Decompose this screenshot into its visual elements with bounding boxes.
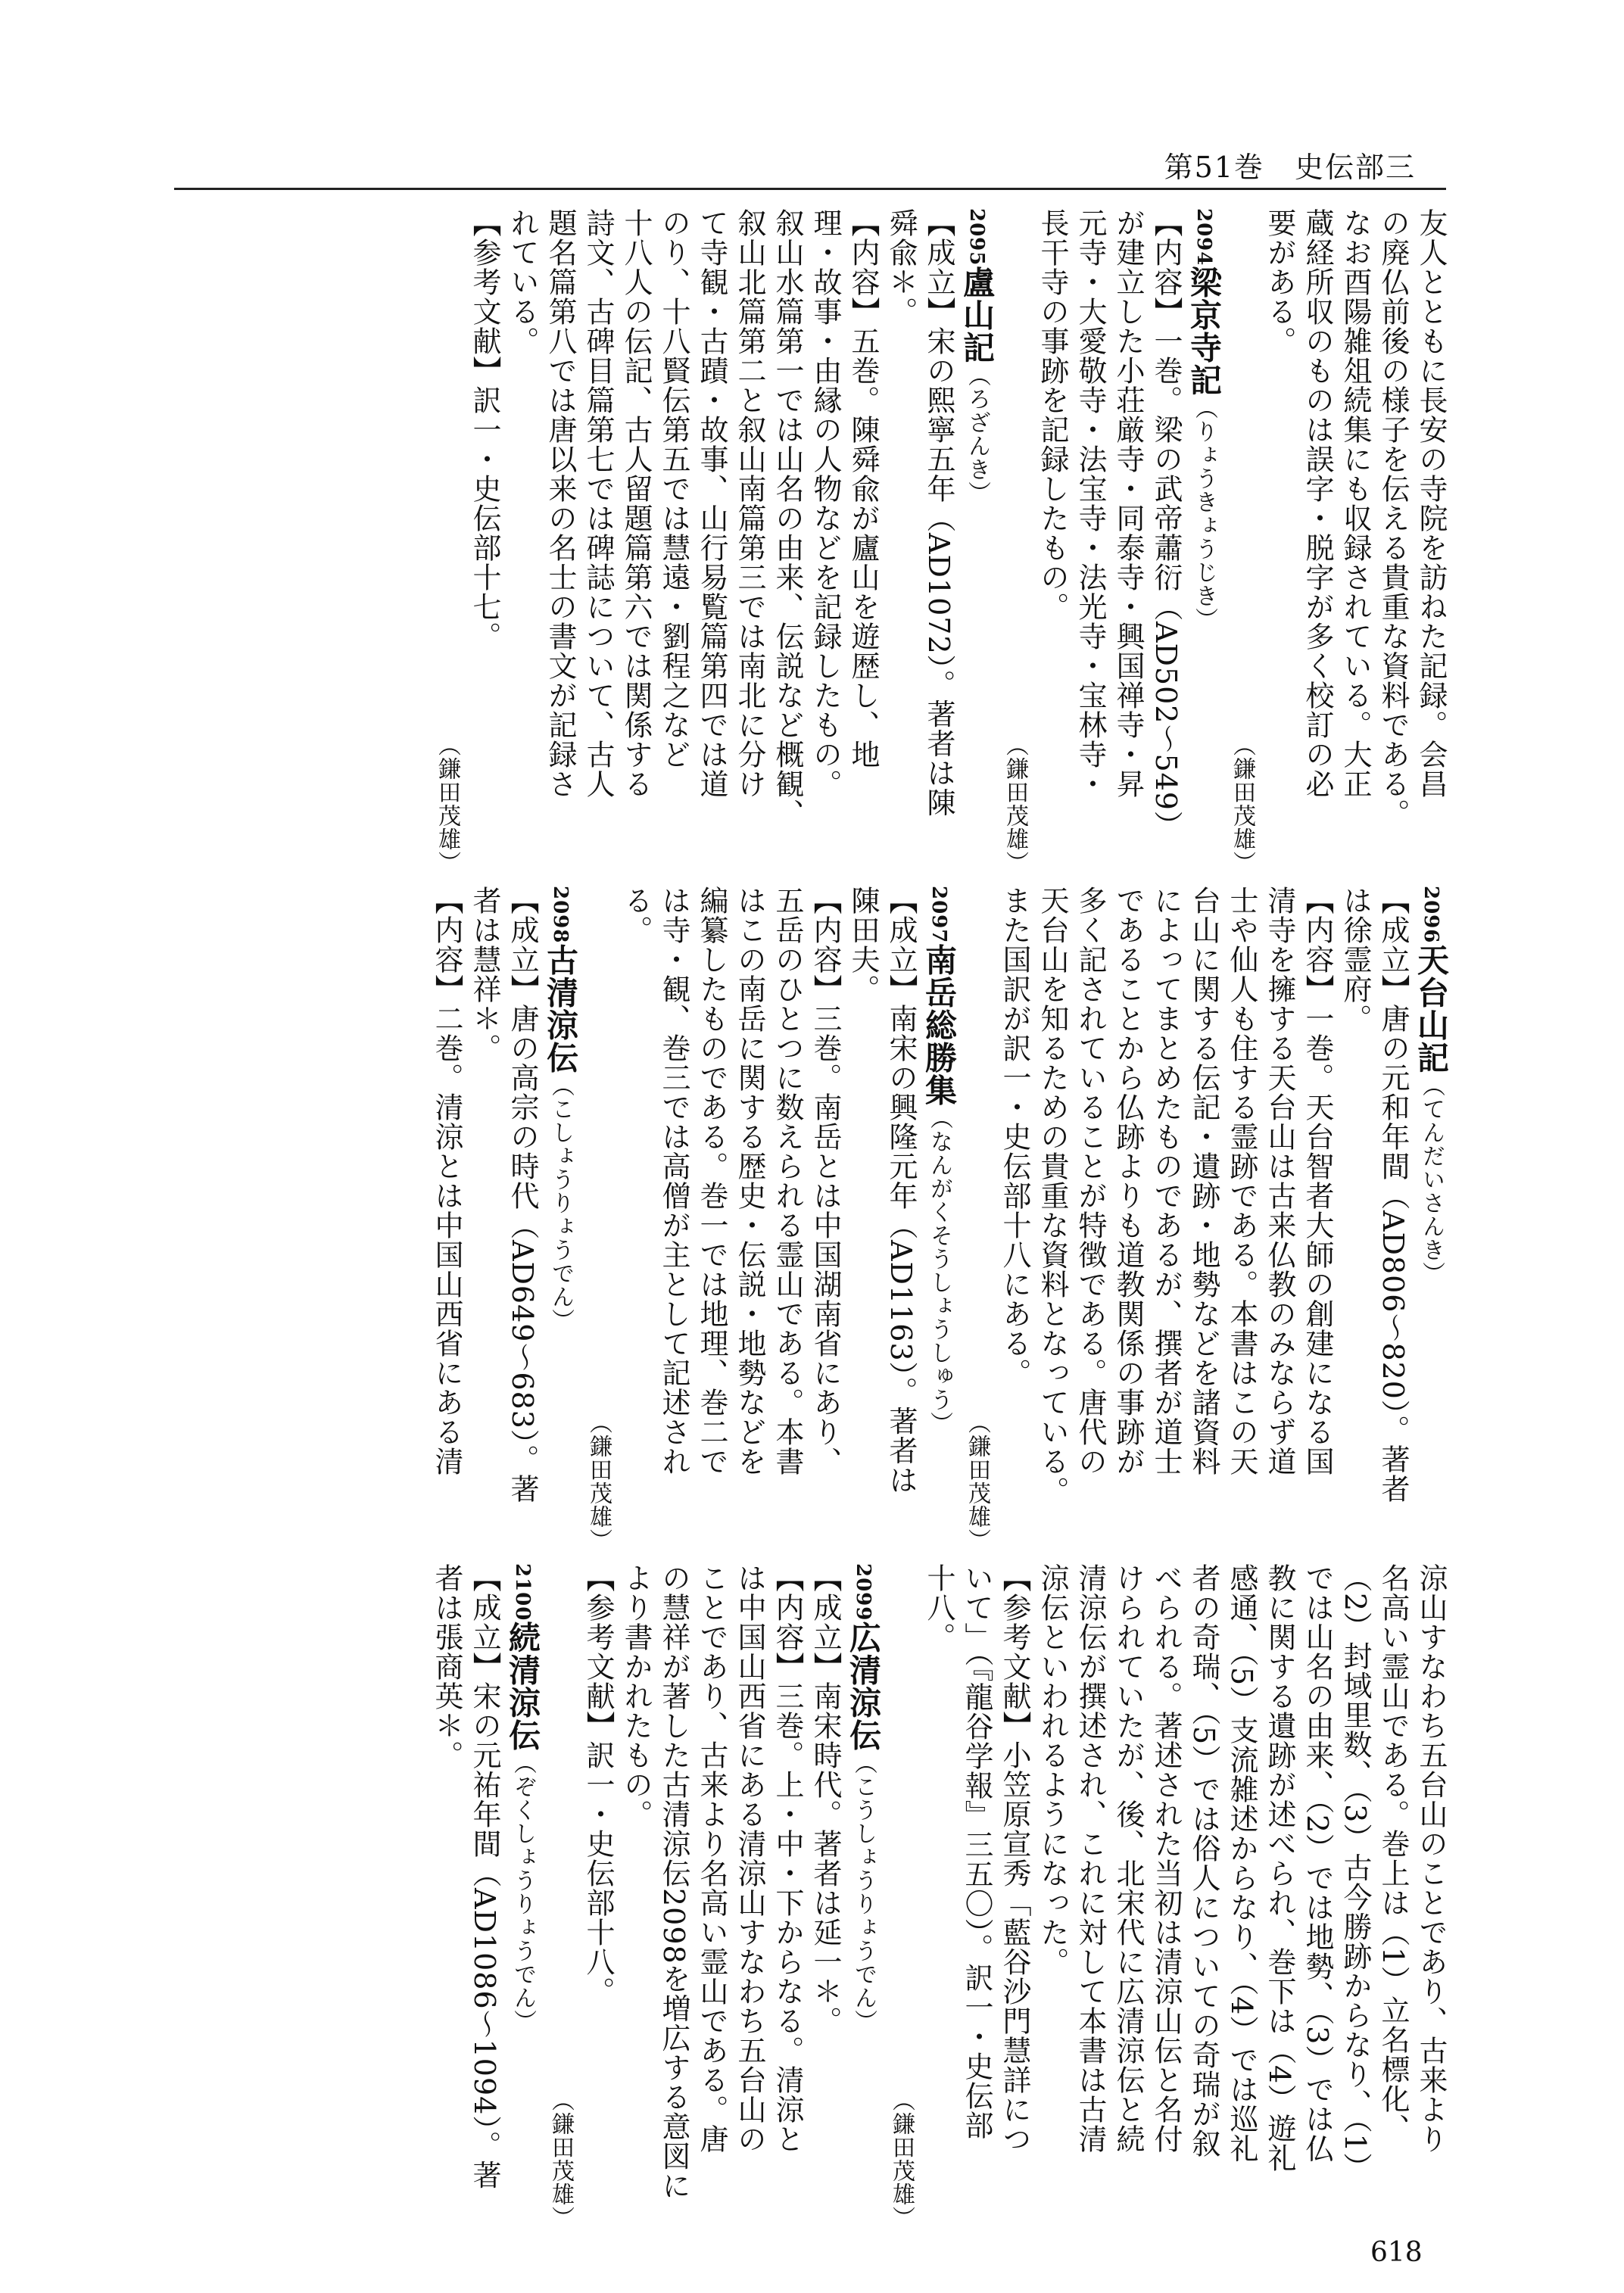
text-line: 涼山すなわち五台山のことであり、古来より — [1414, 1563, 1448, 2154]
author-name: （鎌田茂雄） — [1002, 734, 1028, 874]
header-title: 第51巻 史伝部三 — [1164, 151, 1416, 184]
entry-heading — [1185, 208, 1223, 874]
text-line: 【内容】一巻。天台智者大師の創建になる国 — [1301, 886, 1334, 1476]
text-line: であることから仏跡よりも道教関係の事跡が — [1111, 886, 1145, 1476]
text-line: 友人とともに長安の寺院を訪ねた記録。会昌 — [1414, 208, 1448, 799]
entry-number: 2095 — [965, 208, 988, 266]
text-line: 涼伝といわれるようになった。 — [1036, 1563, 1069, 1977]
entry-title: 梁京寺記 — [1186, 266, 1223, 397]
text-line: はこの南岳に関する歴史・伝説・地勢などを — [733, 886, 766, 1476]
entry-reading: （こうしょうりょうでん） — [850, 1751, 877, 2033]
text-line: 【内容】三巻。南岳とは中国湖南省にあり、 — [809, 886, 842, 1476]
entry-title: 天台山記 — [1413, 943, 1450, 1074]
text-line: 清寺を擁する天台山は古来仏教のみならず道 — [1263, 886, 1296, 1476]
text-line: より書かれたもの。 — [619, 1563, 653, 1829]
text-line: 【成立】唐の高宗の時代（AD649〜683）。著 — [506, 886, 539, 1503]
text-line: 十八人の伝記、古人留題篇第六では関係する — [619, 208, 653, 799]
text-line: 陳田夫。 — [846, 886, 880, 1004]
text-line: また国訳が訳一・史伝部十八にある。 — [998, 886, 1031, 1388]
text-line: 【成立】南宋時代。著者は延一＊。 — [809, 1563, 842, 2036]
text-line: は徐霊府。 — [1339, 886, 1372, 1033]
text-line: 【参考文献】訳一・史伝部十八。 — [581, 1563, 615, 2006]
text-line: 名高い霊山である。巻上は（1）立名標化、 — [1376, 1563, 1410, 2144]
header-rule — [174, 188, 1446, 190]
text-line: 【内容】三巻。上・中・下からなる。清涼と — [771, 1563, 804, 2154]
entry-number: 2100 — [511, 1563, 534, 1622]
entry-number: 2099 — [852, 1563, 874, 1622]
text-line: 理・故事・由縁の人物などを記録したもの。 — [809, 208, 842, 799]
entry-heading — [1412, 886, 1450, 1552]
text-line: 【内容】二巻。清涼とは中国山西省にある清 — [430, 886, 463, 1476]
text-line: 【内容】一巻。梁の武帝蕭衍（AD502〜549） — [1149, 208, 1183, 840]
entry-reading: （りょうきょうじき） — [1191, 396, 1217, 631]
entry-title: 盧山記 — [959, 266, 996, 364]
entry-reading: （ぞくしょうりょうでん） — [510, 1751, 536, 2033]
author-name: （鎌田茂雄） — [547, 2089, 574, 2229]
text-line: る。 — [619, 886, 653, 945]
text-line: 者の奇瑞、（5）では俗人についての奇瑞が叙 — [1187, 1563, 1220, 2159]
entry-number: 2097 — [927, 886, 950, 944]
text-line: 五岳のひとつに数えられる霊山である。本書 — [771, 886, 804, 1476]
text-line: の慧祥が著した古清涼伝2098を増広する意図に — [657, 1563, 690, 2201]
text-line: 天台山を知るための貴重な資料となっている。 — [1036, 886, 1069, 1506]
text-line: 十八。 — [922, 1563, 955, 1652]
text-line: のり、十八賢伝第五では慧遠・劉程之など — [657, 208, 690, 769]
text-line: 【成立】宋の熙寧五年（AD1072）。著者は陳 — [922, 208, 955, 818]
text-line: 【参考文献】小笠原宣秀「藍谷沙門慧詳につ — [998, 1563, 1031, 2154]
text-line: では山名の由来、（2）では地勢、（3）では仏 — [1301, 1563, 1334, 2164]
text-line: 清涼伝が撰述され、これに対して本書は古清 — [1074, 1563, 1107, 2154]
text-line: 【成立】南宋の興隆元年（AD1163）。著者は — [884, 886, 918, 1495]
text-line: は寺・観、巻三では高僧が主として記述され — [657, 886, 690, 1476]
text-line: 要がある。 — [1263, 208, 1296, 356]
text-line: の廃仏前後の様子を伝える貴重な資料である。 — [1376, 208, 1410, 828]
text-line: 叙山北篇第二と叙山南篇第三では南北に分け — [733, 208, 766, 799]
text-line: べられる。著述された当初は清涼山伝と名付 — [1149, 1563, 1183, 2154]
text-line: 士や仙人も住する霊跡である。本書はこの天 — [1225, 886, 1258, 1476]
text-line: ことであり、古来より名高い霊山である。唐 — [695, 1563, 728, 2154]
entry-reading: （こしょうりょうでん） — [547, 1073, 574, 1332]
entry-author — [882, 1563, 920, 2229]
entry-heading — [920, 886, 958, 1552]
text-line: 台山に関する伝記・遺跡・地勢などを諸資料 — [1187, 886, 1220, 1476]
entry-number: 2098 — [549, 886, 572, 944]
text-line: 者は慧祥＊。 — [468, 886, 501, 1063]
entry-author — [541, 1563, 579, 2229]
entry-title: 南岳総勝集 — [921, 943, 958, 1107]
text-line: 多く記されていることが特徴である。唐代の — [1074, 886, 1107, 1476]
entry-author — [1223, 208, 1261, 874]
entry-reading: （てんだいさんき） — [1418, 1073, 1445, 1285]
text-line: 感通、（5）支流雑述からなり、（4）では巡礼 — [1225, 1563, 1258, 2164]
entry-heading — [958, 208, 996, 874]
entry-author — [428, 208, 466, 874]
entry-author — [958, 886, 996, 1552]
text-line: 長干寺の事跡を記録したもの。 — [1036, 208, 1069, 622]
text-line: 舜兪＊。 — [884, 208, 918, 326]
author-name: （鎌田茂雄） — [585, 1411, 612, 1552]
entry-heading — [503, 1563, 541, 2229]
text-band-top — [163, 208, 1450, 874]
page-number: 618 — [1370, 2237, 1423, 2268]
author-name: （鎌田茂雄） — [434, 734, 460, 874]
text-line: 元寺・大愛敬寺・法宝寺・法光寺・宝林寺・ — [1074, 208, 1107, 799]
text-line: 教に関する遺跡が述べられ、巻下は（4）遊礼 — [1263, 1563, 1296, 2173]
text-line: けられていたが、後、北宋代に広清涼伝と続 — [1111, 1563, 1145, 2154]
running-header — [174, 144, 1446, 189]
entry-heading — [844, 1563, 882, 2229]
text-line: 【成立】唐の元和年間（AD806〜820）。著者 — [1376, 886, 1410, 1503]
entry-number: 2096 — [1420, 886, 1442, 944]
text-line: 【参考文献】訳一・史伝部十七。 — [468, 208, 501, 651]
author-name: （鎌田茂雄） — [888, 2089, 915, 2229]
entry-title: 広清涼伝 — [845, 1621, 882, 1752]
text-line: 編纂したものである。巻一では地理、巻二で — [695, 886, 728, 1476]
entry-reading: （ろざんき） — [964, 363, 990, 505]
text-band-middle — [163, 886, 1450, 1552]
text-line: て寺観・古蹟・故事、山行易覧篇第四では道 — [695, 208, 728, 799]
entry-author — [579, 886, 617, 1552]
text-line: 蔵経所収のものは誤字・脱字が多く校訂の必 — [1301, 208, 1334, 799]
text-line: 者は張商英＊。 — [430, 1563, 463, 1770]
author-name: （鎌田茂雄） — [964, 1411, 990, 1552]
text-line: なお酉陽雑俎続集にも収録されている。大正 — [1339, 208, 1372, 799]
entry-title: 古清涼伝 — [542, 943, 579, 1074]
entry-number: 2094 — [1192, 208, 1215, 266]
text-line: 詩文、古碑目篇第七では碑誌について、古人 — [581, 208, 615, 799]
text-line: （2）封域里数、（3）古今勝跡からなり、（1） — [1339, 1563, 1372, 2182]
text-line: いて」（『龍谷学報』三五〇）。訳一・史伝部 — [960, 1563, 993, 2140]
text-line: 【内容】五巻。陳舜兪が廬山を遊歴し、地 — [846, 208, 880, 769]
entry-reading: （なんがくそうしょうしゅう） — [926, 1106, 952, 1435]
text-line: によってまとめたものであるが、撰者が道士 — [1149, 886, 1183, 1476]
entry-author — [996, 208, 1033, 874]
text-line: 叙山水篇第一では山名の由来、伝説など概観、 — [771, 208, 804, 828]
entry-title: 続清涼伝 — [504, 1621, 541, 1752]
text-line: は中国山西省にある清涼山すなわち五台山の — [733, 1563, 766, 2154]
text-line: が建立した小荘厳寺・同泰寺・興国禅寺・昇 — [1111, 208, 1145, 799]
text-band-bottom — [163, 1563, 1450, 2229]
text-line: れている。 — [506, 208, 539, 356]
entry-heading — [541, 886, 579, 1552]
author-name: （鎌田茂雄） — [1229, 734, 1255, 874]
text-line: 【成立】宋の元祐年間（AD1086〜1094）。著 — [468, 1563, 501, 2190]
text-line: 題名篇第八では唐以来の名士の書文が記録さ — [544, 208, 577, 799]
